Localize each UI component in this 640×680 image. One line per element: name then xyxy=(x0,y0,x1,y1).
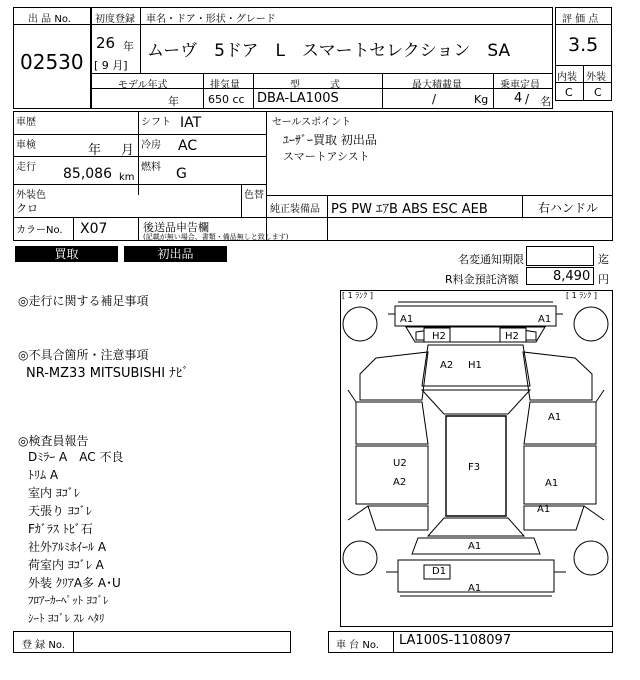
mark-f3-roof: F3 xyxy=(468,462,481,473)
sales-point-1: ﾕｰｻﾞｰ買取 初出品 xyxy=(283,133,377,147)
mark-a1-front-left: A1 xyxy=(400,314,414,325)
inspector-title: ◎検査員報告 xyxy=(18,434,89,448)
displacement-value: 650 cc xyxy=(208,93,245,106)
mark-a2-hood: A2 xyxy=(440,360,454,371)
mark-a1-rear: A1 xyxy=(468,541,482,552)
docs-label: 後送品申告欄 xyxy=(143,221,209,234)
chassis-no-value: LA100S-1108097 xyxy=(399,633,512,648)
registration-year: 26 xyxy=(96,34,116,52)
shift-label: シフト xyxy=(141,117,171,128)
recycle-value: 8,490 xyxy=(553,269,591,284)
registration-month: [ 9 月] xyxy=(94,59,128,72)
mark-a1-front-right: A1 xyxy=(538,314,552,325)
mileage-value: 85,086 xyxy=(63,166,112,182)
fuel-label: 燃料 xyxy=(141,162,161,173)
recycle-unit: 円 xyxy=(598,273,609,286)
inspector-item-3: 室内 ﾖｺﾞﾚ xyxy=(28,486,80,500)
mark-a2-left-door: A2 xyxy=(393,477,407,488)
shift-value: IAT xyxy=(180,115,202,131)
chassis-no-label: 車 台 No. xyxy=(336,640,379,651)
registration-year-unit: 年 xyxy=(123,40,134,53)
mark-a1-right-door: A1 xyxy=(545,478,559,489)
exterior-label: 外装 xyxy=(586,72,606,83)
ext-color-label: 外装色 xyxy=(16,190,46,201)
model-year-label: モデル年式 xyxy=(118,80,168,91)
lot-number-label: 出 品 No. xyxy=(28,14,71,25)
inspector-item-8: 外装 ｸﾘｱA多 A･U xyxy=(28,576,121,590)
aircon-value: AC xyxy=(178,138,198,154)
car-name-label: 車名・ドア・形状・グレード xyxy=(146,14,276,25)
car-diagram xyxy=(340,290,613,627)
model-type-label: 型 式 xyxy=(290,80,340,91)
capacity-unit: 名 xyxy=(540,95,551,108)
name-change-box xyxy=(526,246,594,266)
capacity-label: 乗車定員 xyxy=(500,80,540,91)
exterior-grade: C xyxy=(594,86,602,99)
front-bumper xyxy=(395,306,556,326)
max-load-unit: Kg xyxy=(474,93,489,106)
recycle-label: R料金預託済額 xyxy=(445,273,519,286)
defects-text: NR-MZ33 MITSUBISHI ﾅﾋﾞ xyxy=(26,366,189,381)
color-change-label: 色替 xyxy=(244,190,264,201)
mileage-label: 走行 xyxy=(16,162,36,173)
first-registration-label: 初度登録 xyxy=(95,14,135,25)
model-type-value: DBA-LA100S xyxy=(257,91,339,106)
interior-grade: C xyxy=(565,86,573,99)
mark-d1-rear-bumper: D1 xyxy=(432,566,447,577)
score-label: 評 価 点 xyxy=(562,14,599,25)
mark-h2-right: H2 xyxy=(505,331,519,342)
name-change-unit: 迄 xyxy=(598,253,609,266)
max-load-label: 最大積載量 xyxy=(412,80,462,91)
history-label: 車歴 xyxy=(16,117,36,128)
name-change-label: 名変通知期限 xyxy=(458,253,524,266)
capacity-separator: / xyxy=(525,92,530,106)
inspection-label: 車検 xyxy=(16,140,36,151)
sales-point-2: スマートアシスト xyxy=(283,150,370,163)
inspection-month: 月 xyxy=(121,143,135,158)
inspection-year: 年 xyxy=(88,143,102,158)
inspector-item-9: ﾌﾛｱｰｶｰﾍﾟｯﾄ ﾖｺﾞﾚ xyxy=(28,594,109,607)
inspector-item-4: 天張り ﾖｺﾞﾚ xyxy=(28,504,92,518)
tag-first-listing: 初出品 xyxy=(124,246,227,262)
damage-map-corner-right: [ 1 ﾗﾝｸ ] xyxy=(566,291,597,300)
inspector-item-7: 荷室内 ﾖｺﾞﾚ A xyxy=(28,558,104,572)
mark-a1-right-fender: A1 xyxy=(548,412,562,423)
driving-notes-title: ◎走行に関する補足事項 xyxy=(18,294,149,308)
color-no-label: カラーNo. xyxy=(16,225,63,236)
defects-title: ◎不具合箇所・注意事項 xyxy=(18,348,149,362)
mark-h2-left: H2 xyxy=(432,331,446,342)
color-no-value: X07 xyxy=(80,221,108,237)
inspector-item-6: 社外ｱﾙﾐﾎｲｰﾙ A xyxy=(28,540,107,554)
car-name: ムーヴ 5ドア L スマートセレクション SA xyxy=(147,41,511,61)
docs-note: (記載が無い場合、書類・備品無しと致します) xyxy=(143,233,289,241)
inspector-item-5: Fｶﾞﾗｽ ﾄﾋﾞ石 xyxy=(28,522,93,536)
inspector-item-10: ｼｰﾄ ﾖｺﾞﾚ ｽﾚ ﾍﾀﾘ xyxy=(28,612,105,625)
sales-point-label: セールスポイント xyxy=(272,117,352,128)
mark-a1-rear-bumper: A1 xyxy=(468,583,482,594)
mark-u2-left-door: U2 xyxy=(393,458,407,469)
tire-rear-left xyxy=(343,541,377,575)
model-year-unit: 年 xyxy=(168,95,179,108)
ext-color-value: クロ xyxy=(16,202,38,215)
interior-label: 内装 xyxy=(557,72,577,83)
mileage-unit: km xyxy=(119,172,135,183)
equipment-value: PS PW ｴｱB ABS ESC AEB xyxy=(331,202,488,217)
mark-a1-right-rear: A1 xyxy=(537,504,551,515)
registration-no-label: 登 録 No. xyxy=(22,640,65,651)
handle-value: 右ハンドル xyxy=(538,201,599,215)
aircon-label: 冷房 xyxy=(141,140,161,151)
tire-rear-right xyxy=(574,541,608,575)
inspector-item-2: ﾄﾘﾑ A xyxy=(28,468,59,482)
tire-front-right xyxy=(574,307,608,341)
displacement-label: 排気量 xyxy=(210,80,240,91)
tag-purchase: 買取 xyxy=(15,246,118,262)
capacity-value: 4 xyxy=(514,91,523,106)
equipment-label: 純正装備品 xyxy=(270,204,320,215)
tire-front-left xyxy=(343,307,377,341)
inspector-item-1: Dﾐﾗｰ A AC 不良 xyxy=(28,450,124,464)
fuel-value: G xyxy=(176,166,187,182)
lot-number: 02530 xyxy=(20,50,84,74)
score-value: 3.5 xyxy=(568,34,599,56)
max-load-separator: / xyxy=(432,92,437,106)
damage-map-corner-left: [ 1 ﾗﾝｸ ] xyxy=(342,291,373,300)
mark-h1-hood: H1 xyxy=(468,360,482,371)
